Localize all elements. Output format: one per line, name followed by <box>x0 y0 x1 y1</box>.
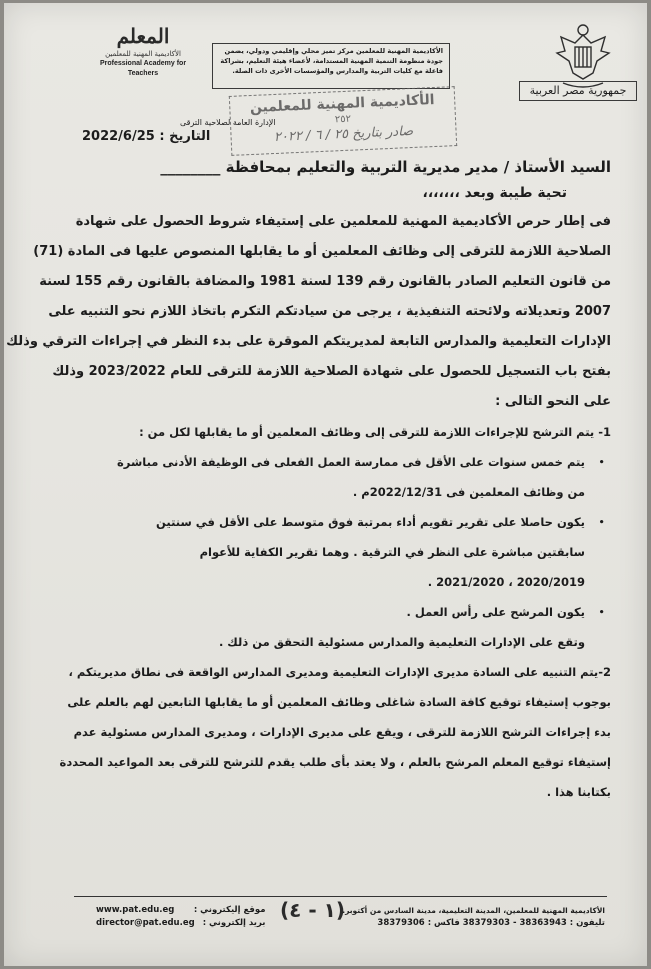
bullet-line: من وظائف المعلمين فى 2022/12/31م . <box>352 485 585 499</box>
academy-logo-mark: المعلم <box>116 24 170 48</box>
bullet-line: 2020/2019 ، 2021/2020 . <box>427 575 585 589</box>
academy-name-en: Professional Academy for Teachers <box>99 60 187 77</box>
email-label: بريد إلكتروني : <box>202 918 266 928</box>
bullet-dot-icon: • <box>598 515 605 529</box>
item-1-title: 1- يتم الترشح للإجراءات اللازمة للترقى إلى وظائف المعلمين أو ما يقابلها لكل من : <box>139 425 611 439</box>
bullet-line: يكون حاصلا على تقرير تقويم أداء بمرتبة فوق متوسط على الأقل في سنتين <box>156 515 585 529</box>
item-2-line: بدء إجراءات الترشح اللازمة للترقى ، ويقع على مديرى الإدارات ، ومديرى المدارس مسئولية عدم <box>73 725 611 739</box>
bullet-line: يكون المرشح على رأس العمل . <box>406 605 585 619</box>
bullet-line: يتم خمس سنوات على الأقل فى ممارسة العمل الفعلى فى الوظيفة الأدنى مباشرة <box>117 455 585 469</box>
academy-name-ar: الأكاديمية المهنية للمعلمين <box>105 50 181 58</box>
item-2-line: بكتابنا هذا . <box>546 785 611 799</box>
letter-date: التاريخ : 2022/6/25 <box>82 129 211 144</box>
paragraph-line: الصلاحية اللازمة للترقى إلى وظائف المعلمين أو ما يقابلها المنصوص عليها فى المادة (71) <box>33 244 611 259</box>
item-1-note: وتقع على الإدارات التعليمية والمدارس مسئولية التحقق من ذلك . <box>218 635 585 649</box>
footer-address: الأكاديمية المهنية للمعلمين، المدينة التعليمية، مدينة السادس من أكتوبر. <box>342 906 605 915</box>
paragraph-line: الإدارات التعليمية والمدارس التابعة لمديريتكم الموقرة على بدء النظر في إجراءات الترقي وذلك <box>6 334 611 349</box>
item-1-bullets <box>51 447 611 627</box>
item-2-line: إستيفاء توقيع المعلم المرشح بالعلم ، ولا يعتد بأى طلب يقدم للترشح للترقى بعد المواعيد المحددة <box>59 755 611 769</box>
academy-mission-box: الأكاديمية المهنية للمعلمين مركز تميز محلي وإقليمي ودولي، يضمن جودة منظومة التنمية المهنية المستدامة، لأعضاء هيئة التعليم، بشراكة فاعلة مع كليات التربية والمدارس والمؤسسات الأخرى ذات الصلة. <box>212 43 450 89</box>
letter-page <box>4 3 647 966</box>
bullet-item <box>51 507 611 597</box>
academy-logo <box>88 23 198 89</box>
stamp-title: الأكاديمية المهنية للمعلمين <box>249 91 435 117</box>
bullet-line: سابقتين مباشرة على النظر في الترقية . وهما تقرير الكفاية للأعوام <box>199 545 585 559</box>
page-number: (١ - ٤) <box>280 898 345 922</box>
salutation: السيد الأستاذ / مدير مديرية التربية والتعليم بمحافظة ________ <box>160 158 611 176</box>
intro-paragraph <box>6 207 611 417</box>
country-label: جمهورية مصر العربية <box>519 81 637 101</box>
paragraph-line: فى إطار حرص الأكاديمية المهنية للمعلمين على إستيفاء شروط الحصول على شهادة <box>75 214 611 229</box>
letter-body <box>6 155 611 807</box>
item-2-line: بوجوب إستيفاء توقيع كافة السادة شاغلى وظائف المعلمين أو ما يقابلها التابعين لهم بالعلم على <box>67 695 611 709</box>
footer-phones: تليفون : 38363943 - 38379303 فاكس : 38379306 <box>377 918 605 928</box>
website-label: موقع إليكتروني : <box>193 905 266 915</box>
bullet-item <box>51 447 611 507</box>
bullet-dot-icon: • <box>598 605 605 619</box>
footer-divider <box>74 896 607 897</box>
greeting: تحية طيبة وبعد ،،،،،،، <box>422 185 567 201</box>
stamp-date: صادر بتاريخ ٢٥ / ٦ / ٢٠٢٢ <box>273 123 414 146</box>
paragraph-line: 2007 وتعديلاته ولائحته التنفيذية ، يرجى من سيادتكم التكرم باتخاذ اللازم نحو التنبيه على <box>48 304 611 319</box>
department-label: الإدارة العامة لصلاحية الترقى <box>180 118 276 127</box>
item-2 <box>51 657 611 807</box>
bullet-dot-icon: • <box>598 455 605 469</box>
paragraph-line: على النحو التالى : <box>495 394 611 409</box>
footer-web <box>96 904 265 930</box>
paragraph-line: بفتح باب التسجيل للحصول على شهادة الصلاحية اللازمة للترقى للعام 2023/2022 وذلك <box>52 364 611 379</box>
email-link[interactable]: director@pat.edu.eg <box>96 918 195 928</box>
stamp-number: ٢٥٢ <box>334 113 352 126</box>
letter-footer <box>4 886 647 966</box>
bullet-item <box>51 597 611 627</box>
website-link[interactable]: www.pat.edu.eg <box>96 905 175 915</box>
paragraph-line: من قانون التعليم الصادر بالقانون رقم 139 لسنة 1981 والمضافة بالقانون رقم 155 لسنة <box>39 274 611 289</box>
item-2-line: 2-يتم التنبيه على السادة مديرى الإدارات التعليمية ومديرى المدارس الواقعة فى نطاق مديريتكم ، <box>68 665 611 679</box>
letterhead <box>4 9 647 149</box>
footer-contact <box>342 904 605 930</box>
